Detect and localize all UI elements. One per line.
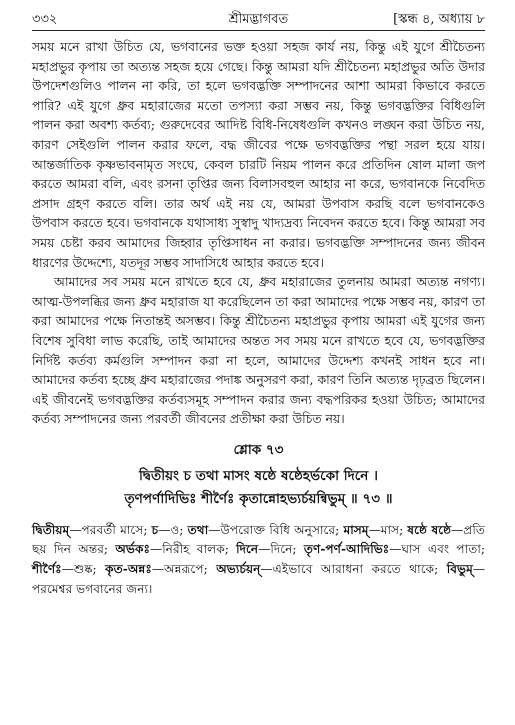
purport-paragraph-1: সময় মনে রাখা উচিত যে, ভগবানের ভক্ত হওয়া সহজ কার্য নয়, কিন্তু এই যুগে শ্রীচৈতন্য মহাপ্রভুর কৃপায় তা অত্যন্ত সহজ হয়ে গেছে। কিন্তু আমরা যদি শ্রীচৈতন্য মহাপ্রভুর অতি উদার উপদেশগুলিও পালন না করি, তা হলে ভগবদ্ভক্তি সম্পাদনের আশা আমরা কিভাবে করতে পারি? এই যুগে ধ্রুব মহারাজের মতো তপস্যা করা সম্ভব নয়, কিন্তু ভগবদ্ভক্তির বিধিগুলি পালন করা অবশ্য কর্তব্য; গুরুদেবের আদিষ্ট বিধি-নিষেধগুলি কখনও লঙ্ঘন করা উচিত নয়, কারণ সেইগুলি পালন করার ফলে, বদ্ধ জীবের পক্ষে ভগবদ্ভক্তির পন্থা সরল হয়ে যায়। আন্তর্জাতিক কৃষ্ণভাবনামৃত সংঘে, কেবল চারটি নিয়ম পালন করে প্রতিদিন ষোল মালা জপ করতে আমরা বলি, এবং রসনা তৃপ্তির জন্য বিলাসবহুল আহার না করে, ভগবানকে নিবেদিত প্রসাদ গ্রহণ করতে বলি। তার অর্থ এই নয় যে, আমরা উপবাস করছি বলে ভগবানকেও উপবাস করতে হবে। ভগবানকে যথাসাধ্য সুস্বাদু খাদ্যদ্রব্য নিবেদন করতে হবে। কিন্তু আমরা সব সময় চেষ্টা করব আমাদের জিহ্বার তৃপ্তিসাধন না করার। ভগবদ্ভক্তি সম্পাদনের জন্য জীবন ধারণের উদ্দেশ্যে, যতদূর সম্ভব সাদাসিধে আহার করতে হবে। [32,39,485,270]
synonym-meaning: নিরীহ বালক; [162,542,229,557]
section-label: [স্কন্ধ ৪, অধ্যায় ৮ [393,12,485,27]
page-header [32,6,485,28]
page-number: ৩৩২ [32,12,58,27]
synonym-word: অর্ভকঃ [115,542,150,557]
synonym-meaning: ঘাস এবং পাতা; [401,542,486,557]
synonym-word: অভ্যর্চয়ন্ [216,562,261,577]
synonym-meaning: অন্নরূপে; [164,562,208,577]
synonym-word: ষষ্ঠে ষষ্ঠে [407,522,452,537]
synonym-word: বিভুম্ [446,562,473,577]
synonym-word: তথা [187,522,209,537]
synonym-word: শীর্ণৈঃ [32,562,62,577]
synonym-word: কৃত-অন্নঃ [105,562,152,577]
synonym-meaning: দিনে; [270,542,297,557]
synonym-meaning: ও; [170,522,184,537]
synonym-word: তৃণ-পর্ণ-আদিভিঃ [303,542,390,557]
synonym-word: মাসম্ [343,522,369,537]
verse-line-1: দ্বিতীয়ং চ তথা মাসং ষষ্ঠে ষষ্ঠেহর্ভকো দিনে । [139,467,378,484]
synonym-meaning: এইভাবে আরাধনা করতে থাকে; [272,562,439,577]
running-title: শ্রীমদ্ভাগবত [228,12,289,27]
synonym-meaning: প্রতি ছয় দিন অন্তর; [32,522,485,557]
verse-heading: শ্লোক ৭৩ [233,441,284,458]
synonym-word: দ্বিতীয়ম্ [32,522,70,537]
synonym-meaning: পরবর্তী মাসে; [81,522,148,537]
synonyms-block: দ্বিতীয়ম্—পরবর্তী মাসে; চ—ও; তথা—উপরোক্ত বিধি অনুসারে; মাসম্—মাস; ষষ্ঠে ষষ্ঠে—প্রতি ছয় দিন অন্তর; অর্ভকঃ—নিরীহ বালক; দিনে—দিনে; তৃণ-পর্ণ-আদিভিঃ—ঘাস এবং পাতা; শীর্ণৈঃ—শুষ্ক; কৃত-অন্নঃ—অন্নরূপে; অভ্যর্চয়ন্—এইভাবে আরাধনা করতে থাকে; বিভুম্—পরমেশ্বর ভগবানের জন্য। [32,522,486,596]
purport-paragraph-2: আমাদের সব সময় মনে রাখতে হবে যে, ধ্রুব মহারাজের তুলনায় আমরা অত্যন্ত নগণ্য। আত্ম-উপলব্ধির জন্য ধ্রুব মহারাজ যা করেছিলেন তা করা আমাদের পক্ষে সম্ভব নয়, কারণ তা করা আমাদের পক্ষে নিতান্তই অসম্ভব। কিন্তু শ্রীচৈতন্য মহাপ্রভুর কৃপায় আমরা এই যুগের জন্য বিশেষ সুবিধা লাভ করেছি, তাই আমাদের অন্তত সব সময় মনে রাখতে হবে যে, ভগবদ্ভক্তির নির্দিষ্ট কর্তব্য কর্মগুলি সম্পাদন করা না হলে, আমাদের উদ্দেশ্য কখনই সাধন হবে না। আমাদের কর্তব্য হচ্ছে ধ্রুব মহারাজের পদাঙ্ক অনুসরণ করা, কারণ তিনি অত্যন্ত দৃঢ়ব্রত ছিলেন। এই জীবনেই ভগবদ্ভক্তির কর্তব্যসমূহ সম্পাদন করার জন্য বদ্ধপরিকর হওয়া উচিত; আমাদের কর্তব্য সম্পাদনের জন্য পরবর্তী জীবনের প্রতীক্ষা করা উচিত নয়। [32,274,485,427]
synonym-meaning: শুষ্ক; [73,562,97,577]
synonym-meaning: মাস; [380,522,404,537]
synonym-word: চ [151,522,159,537]
synonym-meaning: উপরোক্ত বিধি অনুসারে; [220,522,340,537]
verse-line-2: তৃণপর্ণাদিভিঃ শীর্ণৈঃ কৃতান্নোহভ্যর্চয়ন্বিভুম্ ॥ ৭৩ ॥ [124,490,393,507]
synonym-word: দিনে [236,542,259,557]
synonym-meaning: পরমেশ্বর ভগবানের জন্য। [32,581,153,596]
